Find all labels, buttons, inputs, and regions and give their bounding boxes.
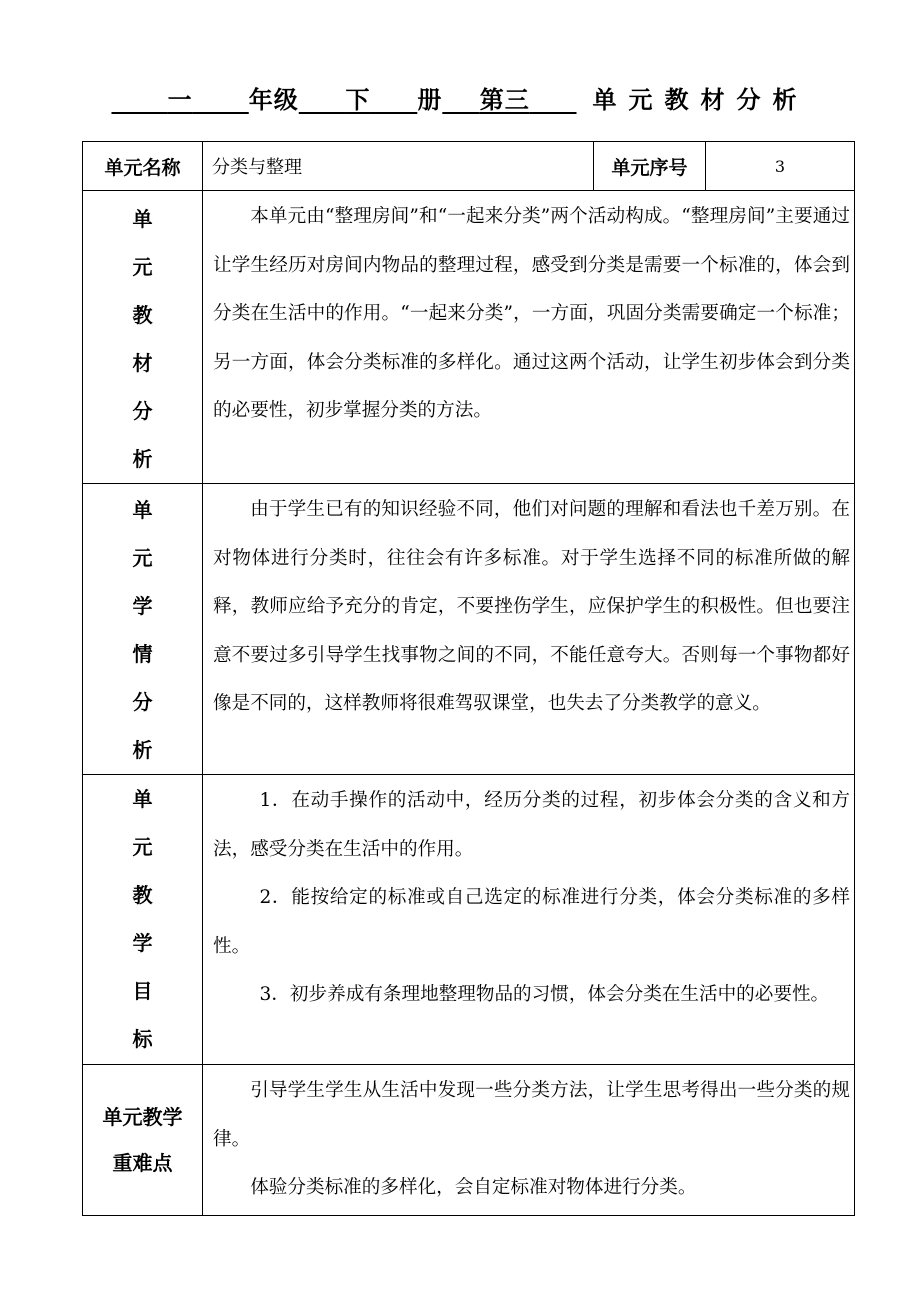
goal-item-3: 3．初步养成有条理地整理物品的习惯，体会分类在生活中的必要性。 <box>259 984 830 1005</box>
table-row-student-analysis <box>83 484 855 775</box>
title-unit-blank: 第三 <box>479 85 530 114</box>
key-point-2: 体验分类标准的多样化，会自定标准对物体进行分类。 <box>250 1177 697 1198</box>
section-text-key-points <box>203 1065 855 1216</box>
goal-item-1: 1．在动手操作的活动中，经历分类的过程，初步体会分类的含义和方法，感受分类在生活中的作用。 <box>213 790 850 860</box>
section-label-student-analysis: 单 元 学 情 分 析 <box>83 484 203 775</box>
unit-name-value: 分类与整理 <box>203 142 594 191</box>
section-label-material-analysis: 单 元 教 材 分 析 <box>83 191 203 484</box>
table-row-key-points <box>83 1065 855 1216</box>
unit-analysis-table <box>82 141 855 1216</box>
title-volume-blank: 下 <box>345 85 371 114</box>
title-tail: 单元教材分析 <box>592 85 809 114</box>
table-row-header <box>83 142 855 191</box>
goal-item-2: 2．能按给定的标准或自己选定的标准进行分类，体会分类标准的多样性。 <box>213 887 850 957</box>
section-label-key-points: 单元教学 重难点 <box>83 1065 203 1216</box>
unit-no-value: 3 <box>706 142 855 191</box>
unit-name-label: 单元名称 <box>83 142 203 191</box>
section-text-teaching-goals <box>203 775 855 1065</box>
section-text-material-analysis: 本单元由“整理房间”和“一起来分类”两个活动构成。“整理房间”主要通过让学生经历对房间内物品的整理过程，感受到分类是需要一个标准的，体会到分类在生活中的作用。“一起来分类”，一方面，巩固分类需要确定一个标准；另一方面，体会分类标准的多样化。通过这两个活动，让学生初步体会到分类的必要性，初步掌握分类的方法。 <box>203 191 855 484</box>
table-row-material-analysis <box>83 191 855 484</box>
unit-no-label: 单元序号 <box>594 142 706 191</box>
section-label-teaching-goals: 单 元 教 学 目 标 <box>83 775 203 1065</box>
section-text-student-analysis: 由于学生已有的知识经验不同，他们对问题的理解和看法也千差万别。在对物体进行分类时，往往会有许多标准。对于学生选择不同的标准所做的解释，教师应给予充分的肯定，不要挫伤学生，应保护学生的积极性。但也要注意不要过多引导学生找事物之间的不同，不能任意夸大。否则每一个事物都好像是不同的，这样教师将很难驾驭课堂，也失去了分类教学的意义。 <box>203 484 855 775</box>
key-point-1: 引导学生学生从生活中发现一些分类方法，让学生思考得出一些分类的规律。 <box>213 1080 850 1150</box>
title-volume-suffix: 册 <box>417 85 443 114</box>
title-grade-blank: 一 <box>167 85 193 114</box>
table-row-teaching-goals <box>83 775 855 1065</box>
title-grade-suffix: 年级 <box>248 85 299 114</box>
page-title <box>0 80 920 115</box>
